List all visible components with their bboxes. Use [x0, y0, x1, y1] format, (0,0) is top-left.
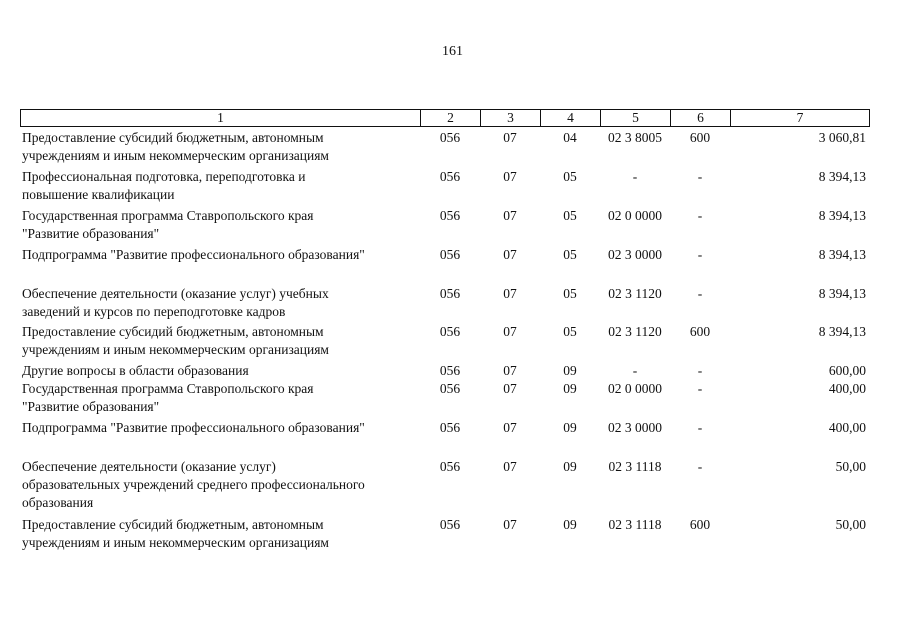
row-name-line: повышение квалификации: [22, 187, 175, 202]
row-name-line: Подпрограмма "Развитие профессионального образования": [22, 247, 365, 262]
row-name-line: Другие вопросы в области образования: [22, 363, 249, 378]
row-name-line: Обеспечение деятельности (оказание услуг): [22, 459, 276, 474]
row-name-line: Профессиональная подготовка, переподготовка и: [22, 169, 306, 184]
row-name: [22, 168, 420, 204]
amount: 8 394,13: [818, 169, 866, 184]
expense-type-code: -: [697, 208, 703, 223]
section-code: 07: [503, 459, 517, 474]
ministry-code: 056: [439, 286, 461, 301]
target-item-code: 02 3 0000: [608, 420, 662, 435]
column-header-2: 2: [421, 110, 481, 126]
amount: 8 394,13: [818, 324, 866, 339]
ministry-code: 056: [439, 420, 461, 435]
row-name-line: Обеспечение деятельности (оказание услуг) учебных: [22, 286, 329, 301]
ministry-code: 056: [439, 247, 461, 262]
amount: 50,00: [835, 517, 866, 532]
ministry-code: 056: [439, 381, 461, 396]
column-header-6: 6: [671, 110, 731, 126]
row-name-line: Подпрограмма "Развитие профессионального образования": [22, 420, 365, 435]
expense-type-code: -: [697, 286, 703, 301]
amount: 8 394,13: [818, 247, 866, 262]
target-item-code: 02 0 0000: [608, 208, 662, 223]
expense-type-code: -: [697, 420, 703, 435]
section-code: 07: [503, 130, 517, 145]
row-name-line: Государственная программа Ставропольского края: [22, 208, 314, 223]
expense-type-code: 600: [689, 517, 711, 532]
subsection-code: 05: [563, 324, 577, 339]
amount: 3 060,81: [818, 130, 866, 145]
row-name-line: Предоставление субсидий бюджетным, автономным: [22, 517, 324, 532]
table-header: [20, 109, 870, 127]
subsection-code: 09: [563, 420, 577, 435]
target-item-code: 02 0 0000: [608, 381, 662, 396]
ministry-code: 056: [439, 208, 461, 223]
column-header-4: 4: [541, 110, 601, 126]
subsection-code: 05: [563, 208, 577, 223]
target-item-code: -: [632, 363, 638, 378]
subsection-code: 05: [563, 247, 577, 262]
expense-type-code: -: [697, 247, 703, 262]
section-code: 07: [503, 169, 517, 184]
subsection-code: 04: [563, 130, 577, 145]
ministry-code: 056: [439, 517, 461, 532]
ministry-code: 056: [439, 324, 461, 339]
expense-type-code: -: [697, 363, 703, 378]
amount: 8 394,13: [818, 208, 866, 223]
subsection-code: 05: [563, 169, 577, 184]
amount: 400,00: [828, 381, 866, 396]
section-code: 07: [503, 420, 517, 435]
row-name: [22, 458, 420, 512]
expense-type-code: 600: [689, 130, 711, 145]
row-name: [22, 362, 420, 380]
row-name-line: образовательных учреждений среднего профессионального: [22, 477, 365, 492]
ministry-code: 056: [439, 363, 461, 378]
section-code: 07: [503, 517, 517, 532]
row-name-line: учреждениям и иным некоммерческим организациям: [22, 535, 329, 550]
expense-type-code: 600: [689, 324, 711, 339]
row-name-line: Государственная программа Ставропольского края: [22, 381, 314, 396]
row-name-line: учреждениям и иным некоммерческим организациям: [22, 342, 329, 357]
subsection-code: 09: [563, 381, 577, 396]
row-name-line: "Развитие образования": [22, 226, 160, 241]
row-name: [22, 419, 420, 437]
ministry-code: 056: [439, 459, 461, 474]
subsection-code: 05: [563, 286, 577, 301]
expense-type-code: -: [697, 381, 703, 396]
row-name-line: заведений и курсов по переподготовке кадров: [22, 304, 286, 319]
target-item-code: 02 3 8005: [608, 130, 662, 145]
row-name: [22, 323, 420, 359]
row-name: [22, 516, 420, 552]
ministry-code: 056: [439, 169, 461, 184]
page-number: 161: [442, 44, 463, 59]
row-name-line: образования: [22, 495, 94, 510]
column-header-5: 5: [601, 110, 671, 126]
ministry-code: 056: [439, 130, 461, 145]
column-header-1: 1: [21, 110, 421, 126]
amount: 50,00: [835, 459, 866, 474]
target-item-code: -: [632, 169, 638, 184]
target-item-code: 02 3 1118: [608, 459, 662, 474]
amount: 600,00: [828, 363, 866, 378]
row-name: [22, 285, 420, 321]
target-item-code: 02 3 1120: [608, 324, 662, 339]
section-code: 07: [503, 286, 517, 301]
amount: 400,00: [828, 420, 866, 435]
section-code: 07: [503, 247, 517, 262]
target-item-code: 02 3 1118: [608, 517, 662, 532]
subsection-code: 09: [563, 363, 577, 378]
row-name-line: учреждениям и иным некоммерческим организациям: [22, 148, 329, 163]
row-name: [22, 246, 420, 264]
section-code: 07: [503, 324, 517, 339]
column-header-7: 7: [796, 110, 804, 125]
subsection-code: 09: [563, 459, 577, 474]
expense-type-code: -: [697, 169, 703, 184]
subsection-code: 09: [563, 517, 577, 532]
amount: 8 394,13: [818, 286, 866, 301]
column-header-3: 3: [481, 110, 541, 126]
target-item-code: 02 3 0000: [608, 247, 662, 262]
row-name: [22, 207, 420, 243]
row-name: [22, 380, 420, 416]
section-code: 07: [503, 381, 517, 396]
target-item-code: 02 3 1120: [608, 286, 662, 301]
expense-type-code: -: [697, 459, 703, 474]
row-name: [22, 129, 420, 165]
row-name-line: Предоставление субсидий бюджетным, автономным: [22, 324, 324, 339]
row-name-line: Предоставление субсидий бюджетным, автономным: [22, 130, 324, 145]
row-name-line: "Развитие образования": [22, 399, 160, 414]
section-code: 07: [503, 363, 517, 378]
section-code: 07: [503, 208, 517, 223]
